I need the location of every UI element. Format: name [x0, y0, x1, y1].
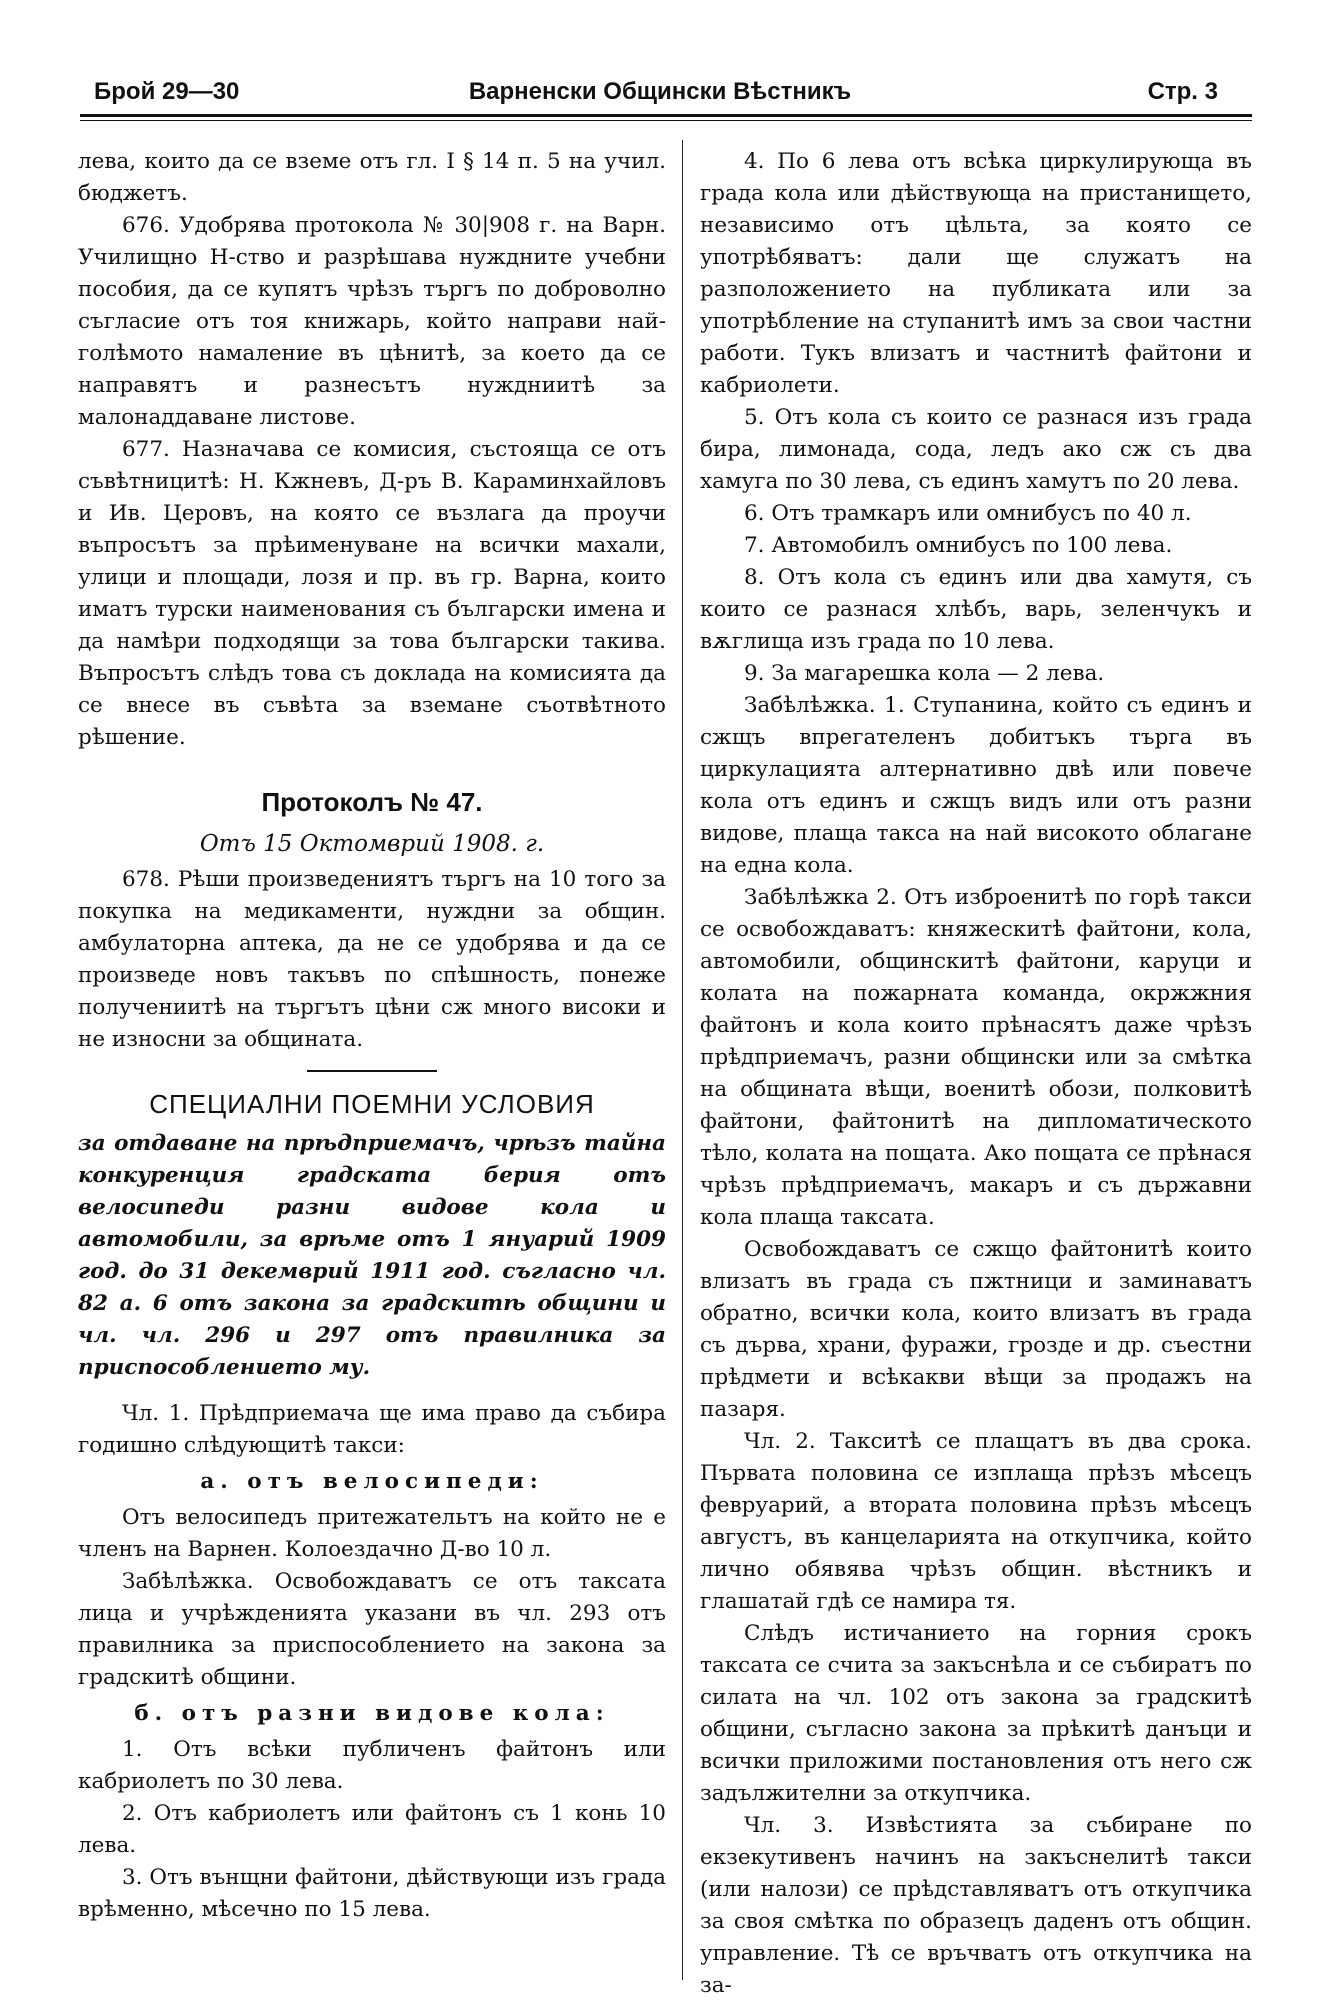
paragraph: 676. Удобрява протокола № 30|908 г. на Варн. Училищно Н-ство и разрѣшава нуждните учебни пособия, да се купятъ чрѣзъ търгъ по доброволно съгласие отъ тоя книжарь, който направи най-голѣмото намаление въ цѣнитѣ, за което да се направятъ и разнесътъ нуждниитѣ за малонаддаване листове. [78, 213, 666, 430]
header-rule-thin [80, 120, 1252, 121]
subsection-heading: б. отъ разни видове кола: [134, 1701, 610, 1726]
protocol-date: Отъ 15 Октомврий 1908. г. [199, 831, 545, 857]
protocol-title: Протоколъ № 47. [261, 787, 483, 817]
paragraph: 2. Отъ кабриолетъ или файтонъ съ 1 конь 10 лева. [78, 1801, 666, 1858]
note-paragraph: Забѣлѣжка. 1. Ступанина, който съ единъ и сжщъ впрегателенъ добитъкъ търга въ циркулацията алтернативно двѣ или повече кола отъ единъ и сжщъ видъ или отъ разни видове, плаща такса на най високото облагане на една кола. [700, 693, 1252, 878]
paragraph: лева, които да се вземе отъ гл. I § 14 п. 5 на учил. бюджетъ. [78, 149, 666, 206]
note-paragraph: Забѣлѣжка 2. Отъ изброенитѣ по горѣ такси се освобождаватъ: княжескитѣ файтони, кола, автомобили, общинскитѣ файтони, каруци и колата на пожарната команда, окржжния файтонъ и кола които прѣнасятъ даже чрѣзъ прѣдприемачъ, разни общински или за смѣтка на общината вѣщи, военитѣ обози, полковитѣ файтони, файтонитѣ на дипломатическото тѣло, колата на пощата. Ако пощата се прѣнася чрѣзъ прѣдприемачъ, макаръ и съ държавни кола плаща таксата. [700, 885, 1252, 1230]
paragraph: Забѣлѣжка. Освобождаватъ се отъ таксата лица и учрѣжденията указани въ чл. 293 отъ правилника за приспособлението на закона за градскитѣ общини. [78, 1569, 666, 1690]
paragraph: 7. Автомобилъ омнибусъ по 100 лева. [744, 533, 1173, 558]
subsection-heading: а. отъ велосипеди: [200, 1469, 544, 1494]
paragraph: 677. Назначава се комисия, състояща се отъ съвѣтницитѣ: Н. Кжневъ, Д-ръ В. Караминхайловъ и Ив. Церовъ, на която се възлага да проучи въпросътъ за прѣименуване на всички махали, улици и площади, лозя и пр. въ гр. Варна, които иматъ турски наименования съ български имена и да намѣри подходящи за това български такива. Въпросътъ слѣдъ това съ доклада на комисията да се внесе въ съвѣта за вземане съотвѣтното рѣшение. [78, 437, 666, 750]
paragraph: Слѣдъ истичанието на горния срокъ таксата се счита за закъснѣла и се събиратъ по силата на чл. 102 отъ закона за градскитѣ общини, съгласно закона за прѣкитѣ данъци и всички приложими постановления отъ него сж задължителни за откупчика. [700, 1621, 1252, 1806]
paragraph: 678. Рѣши произведениятъ търгъ на 10 того за покупка на медикаменти, нуждни за общин. амбулаторна аптека, да не се удобрява и да се произведе новъ такъвъ по спѣшность, понеже получениитѣ на търгътъ цѣни сж много високи и не износни за общината. [78, 867, 666, 1052]
section-title: СПЕЦИАЛНИ ПОЕМНИ УСЛОВИЯ [149, 1089, 595, 1119]
right-column [700, 146, 1252, 2002]
header-rule [80, 114, 1252, 117]
page-number: Стр. 3 [1147, 78, 1218, 105]
page-header [80, 78, 1240, 110]
section-divider [307, 1070, 437, 1072]
paragraph: 5. Отъ кола съ които се разнася изъ града бира, лимонада, сода, ледъ ако сж съ два хамуга по 30 лева, съ единъ хамутъ по 20 лева. [700, 405, 1252, 494]
paragraph: 3. Отъ вънщни файтони, дѣйствующи изъ града врѣменно, мѣсечно по 15 лева. [78, 1865, 666, 1922]
paragraph: 6. Отъ трамкаръ или омнибусъ по 40 л. [744, 501, 1192, 526]
column-divider [682, 140, 683, 1980]
paragraph: 4. По 6 лева отъ всѣка циркулирующа въ града кола или дѣйствующа на пристанището, независимо отъ цѣльта, за която се употрѣбяватъ: дали ще служатъ на разположението на публиката или за употрѣбление на ступанитѣ имъ за свои частни работи. Тукъ влизатъ и частнитѣ файтони и кабриолети. [700, 149, 1252, 398]
paragraph: 1. Отъ всѣки публиченъ файтонъ или кабриолетъ по 30 лева. [78, 1737, 666, 1794]
section-subtitle: за отдаване на прѣдприемачъ, чрѣзъ тайна конкуренция градската берия отъ велосипеди разни видове кола и автомобили, за врѣме отъ 1 януарий 1909 год. до 31 декемврий 1911 год. съгласно чл. 82 а. 6 отъ закона за градскитѣ общини и чл. чл. 296 и 297 отъ правилника за приспособлението му. [78, 1131, 666, 1380]
paragraph: 8. Отъ кола съ единъ или два хамутя, съ които се разнася хлѣбъ, варь, зеленчукъ и вѫглища изъ града по 10 лева. [700, 565, 1252, 654]
newspaper-title: Варненски Общински Вѣстникъ [468, 78, 852, 105]
article-paragraph: Чл. 3. Извѣстията за събиране по екзекутивенъ начинъ на закъснелитѣ такси (или налози) се прѣдставляватъ отъ откупчика за своя смѣтка по образецъ даденъ отъ общин. управление. Тѣ се връчватъ отъ откупчика на за- [700, 1813, 1252, 1998]
paragraph: Отъ велосипедъ притежательтъ на който не е членъ на Варнен. Колоездачно Д-во 10 л. [78, 1505, 666, 1562]
paragraph: Чл. 1. Прѣдприемача ще има право да събира годишно слѣдующитѣ такси: [78, 1401, 666, 1458]
issue-number: Брой 29—30 [94, 78, 240, 105]
paragraph: 9. За магарешка кола — 2 лева. [744, 661, 1105, 686]
left-column [78, 146, 666, 1926]
paragraph: Освобождаватъ се сжщо файтонитѣ които влизатъ въ града съ пжтници и заминаватъ обратно, всички кола, които влизатъ въ града съ дърва, храни, фуражи, грозде и др. съестни прѣдмети и всѣкакви вѣщи за продажъ на пазаря. [700, 1237, 1252, 1422]
article-paragraph: Чл. 2. Такситѣ се плащатъ въ два срока. Първата половина се изплаща прѣзъ мѣсецъ февруарий, а втората половина прѣзъ мѣсецъ августъ, въ канцеларията на откупчика, който лично обявява чрѣзъ общин. вѣстникъ и глашатай гдѣ се намира тя. [700, 1429, 1252, 1614]
